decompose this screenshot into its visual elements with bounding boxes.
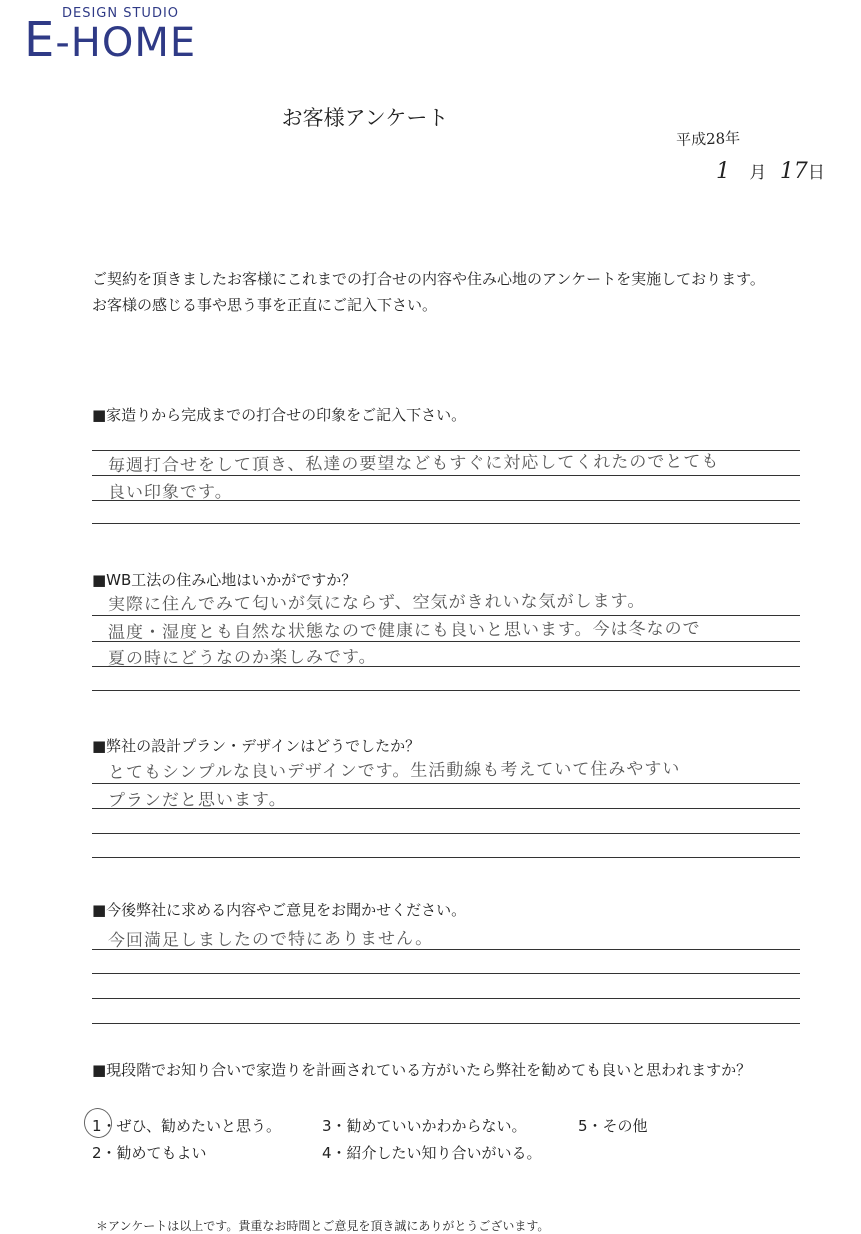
question-2-label: ■WB工法の住み心地はいかがですか？ bbox=[92, 571, 357, 589]
intro-line-2: お客様の感じる事や思う事を正直にご記入下さい。 bbox=[92, 296, 438, 314]
option-5: 5・その他 bbox=[578, 1117, 648, 1135]
date-month: 1 bbox=[716, 159, 730, 184]
intro-text bbox=[92, 266, 765, 318]
answer-line bbox=[92, 690, 800, 691]
option-1: 1・ぜひ、勧めたいと思う。 bbox=[92, 1117, 281, 1135]
answer-line bbox=[92, 833, 800, 834]
answer-line bbox=[92, 1023, 800, 1024]
answer-line bbox=[92, 998, 800, 999]
question-3-answer-line-2: プランだと思います。 bbox=[107, 789, 287, 811]
date-era: 平成28年 bbox=[675, 128, 741, 150]
question-1-label: ■家造りから完成までの打合せの印象をご記入下さい。 bbox=[92, 406, 467, 424]
company-logo bbox=[12, 2, 202, 68]
option-3: 3・勧めていいかわからない。 bbox=[322, 1117, 527, 1135]
answer-line bbox=[92, 783, 800, 784]
date-month-day bbox=[716, 158, 825, 184]
question-4-answer-line-1: 今回満足しましたので特にありません。 bbox=[107, 928, 434, 951]
intro-line-1: ご契約を頂きましたお客様にこれまでの打合せの内容や住み心地のアンケートを実施しております。 bbox=[92, 270, 765, 288]
page-title: お客様アンケート bbox=[281, 106, 449, 130]
answer-line bbox=[92, 523, 800, 524]
question-2-answer-line-3: 夏の時にどうなのか楽しみです。 bbox=[107, 647, 377, 669]
option-4: 4・紹介したい知り合いがいる。 bbox=[322, 1144, 542, 1162]
question-5-label: ■現段階でお知り合いで家造りを計画されている方がいたら弊社を勧めても良いと思われますか？ bbox=[92, 1061, 752, 1079]
question-1-answer-line-2: 良い印象です。 bbox=[107, 482, 233, 503]
footer-note: ＊アンケートは以上です。貴重なお時間とご意見を頂き誠にありがとうございます。 bbox=[96, 1219, 550, 1233]
answer-line bbox=[92, 857, 800, 858]
question-2-answer-line-2: 温度・湿度とも自然な状態なので健康にも良いと思います。今は冬なので bbox=[107, 618, 701, 643]
logo-subtitle: DESIGN STUDIO bbox=[62, 6, 180, 21]
question-1-answer-line-1: 毎週打合せをして頂き、私達の要望などもすぐに対応してくれたのでとても bbox=[107, 451, 720, 476]
question-3-label: ■弊社の設計プラン・デザインはどうでしたか？ bbox=[92, 737, 421, 755]
answer-line bbox=[92, 973, 800, 974]
date-day-unit: 日 bbox=[807, 163, 825, 183]
question-2-answer-line-1: 実際に住んでみて匂いが気にならず、空気がきれいな気がします。 bbox=[107, 591, 646, 615]
question-3-answer-line-1: とてもシンプルな良いデザインです。生活動線も考えていて住みやすい bbox=[107, 759, 681, 783]
question-4-label: ■今後弊社に求める内容やご意見をお聞かせください。 bbox=[92, 901, 467, 919]
logo-wordmark: E-HOME bbox=[24, 12, 197, 68]
date-day: 17 bbox=[779, 159, 808, 184]
option-2: 2・勧めてもよい bbox=[92, 1144, 207, 1162]
date-month-unit: 月 bbox=[749, 163, 767, 183]
